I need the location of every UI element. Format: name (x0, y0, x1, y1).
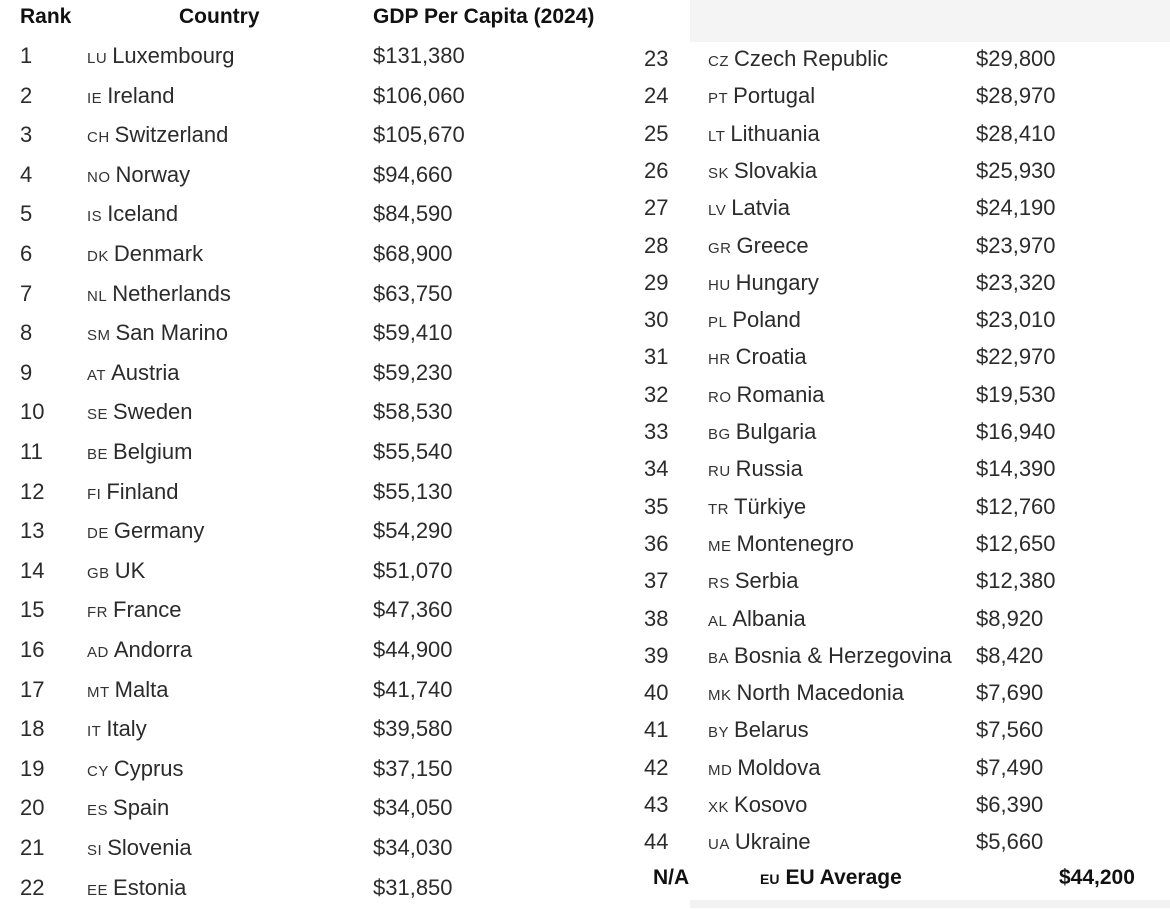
country-code: MK (708, 687, 732, 705)
country-name: Netherlands (112, 280, 231, 306)
rank-cell: 13 (20, 518, 45, 544)
gdp-cell: $31,850 (373, 874, 453, 900)
country-code: IT (87, 723, 102, 741)
country-code: CZ (708, 53, 729, 70)
rank-cell: 18 (20, 716, 45, 742)
country-cell (708, 643, 952, 669)
gdp-cell: $23,010 (976, 307, 1056, 333)
table-row (0, 875, 1170, 909)
rank-cell: 23 (644, 46, 669, 71)
country-code: MT (87, 683, 110, 701)
gdp-cell: $131,380 (373, 43, 465, 68)
rank-cell: 4 (20, 161, 33, 187)
country-code: RU (708, 463, 731, 481)
country-name: Spain (113, 795, 170, 821)
country-name: Czech Republic (734, 46, 889, 71)
table-row (0, 531, 1170, 565)
gdp-cell: $41,740 (373, 676, 453, 702)
country-name: Ireland (107, 82, 175, 108)
gdp-cell: $68,900 (373, 241, 453, 266)
rank-cell: 21 (20, 835, 45, 860)
country-code: GB (87, 564, 110, 582)
country-name: Serbia (734, 568, 799, 594)
rank-cell: 5 (20, 201, 33, 227)
rank-cell: 2 (20, 82, 33, 108)
eu-average-label: EU Average (785, 866, 902, 889)
gdp-cell: $19,530 (976, 381, 1056, 407)
table-row (0, 382, 1170, 416)
country-cell (708, 46, 888, 72)
table-row (0, 568, 1170, 602)
country-code: BY (708, 724, 730, 742)
header-rank: Rank (20, 5, 72, 28)
eu-code: EU (760, 871, 780, 887)
gdp-cell: $39,580 (373, 716, 453, 742)
gdp-cell: $8,420 (976, 642, 1044, 668)
rank-cell: 29 (644, 269, 669, 295)
table-row (0, 121, 1170, 155)
rank-cell: 36 (644, 530, 669, 556)
country-name: Malta (114, 676, 169, 702)
country-cell (708, 456, 803, 482)
rank-cell: 15 (20, 597, 45, 623)
eu-average-rank: N/A (653, 866, 690, 889)
country-code: UA (708, 836, 730, 854)
country-name: Lithuania (730, 120, 820, 146)
gdp-cell: $12,650 (976, 530, 1056, 556)
country-code: RO (708, 388, 732, 406)
country-name: Austria (111, 359, 180, 385)
gdp-cell: $23,320 (976, 269, 1056, 295)
table-row (0, 158, 1170, 192)
gdp-cell: $44,900 (373, 637, 453, 662)
gdp-cell: $22,970 (976, 344, 1056, 370)
gdp-cell: $51,070 (373, 557, 453, 583)
country-name: Latvia (731, 195, 790, 221)
gdp-cell: $94,660 (373, 161, 453, 187)
gdp-cell: $54,290 (373, 518, 453, 544)
country-code: PL (708, 314, 728, 332)
rank-cell: 8 (20, 320, 33, 346)
header-country: Country (179, 5, 260, 28)
country-code: HR (708, 351, 731, 369)
gdp-cell: $7,690 (976, 680, 1044, 706)
country-name: Bulgaria (735, 419, 817, 444)
country-name: Iceland (107, 201, 179, 227)
country-code: SE (87, 406, 109, 424)
table-row (0, 829, 1170, 863)
country-code: IE (87, 89, 103, 107)
country-code: MD (708, 761, 733, 779)
country-code: BG (708, 426, 731, 443)
country-name: Bosnia & Herzegovina (734, 642, 952, 668)
country-name: Belarus (734, 717, 809, 743)
rank-cell: 1 (20, 43, 33, 68)
rank-cell: 41 (644, 717, 669, 743)
country-name: Croatia (735, 344, 807, 370)
rank-cell: 27 (644, 195, 669, 221)
country-name: Poland (732, 307, 801, 333)
gdp-cell: $28,410 (976, 120, 1056, 146)
gdp-cell: $8,920 (976, 605, 1044, 631)
country-cell (708, 680, 904, 706)
country-name: Ukraine (734, 829, 811, 855)
country-name: Montenegro (736, 530, 854, 556)
country-code: TR (708, 500, 729, 518)
gdp-cell: $106,060 (373, 82, 465, 108)
country-code: BA (708, 649, 730, 667)
rank-cell: 40 (644, 680, 669, 706)
country-name: Switzerland (114, 122, 229, 148)
country-code: AD (87, 644, 109, 661)
country-cell (708, 158, 817, 184)
country-code: CY (87, 762, 109, 780)
table-row (0, 606, 1170, 640)
country-cell (708, 270, 819, 296)
rank-cell: 43 (644, 792, 669, 817)
country-cell (708, 568, 798, 594)
country-code: NL (87, 287, 108, 305)
country-code: SI (87, 842, 103, 859)
table-row (0, 195, 1170, 229)
gdp-cell: $24,190 (976, 195, 1056, 221)
country-cell (708, 83, 815, 109)
table-row (0, 717, 1170, 751)
country-name: Denmark (113, 241, 204, 266)
gdp-cell: $25,930 (976, 157, 1056, 183)
gdp-cell: $34,050 (373, 795, 453, 821)
country-name: UK (114, 557, 146, 583)
gdp-cell: $63,750 (373, 280, 453, 306)
rank-cell: 3 (20, 122, 33, 148)
country-code: AT (87, 366, 107, 384)
table-row (0, 344, 1170, 378)
table-row (0, 46, 1170, 80)
rank-cell: 44 (644, 829, 669, 855)
country-cell (87, 875, 186, 901)
country-code: FR (87, 604, 108, 622)
country-code: DK (87, 248, 109, 265)
country-name: Luxembourg (112, 43, 235, 68)
rank-cell: 22 (20, 874, 45, 900)
rank-cell: 39 (644, 642, 669, 668)
gdp-cell: $34,030 (373, 835, 453, 860)
rank-cell: 34 (644, 456, 669, 482)
rank-cell: 30 (644, 307, 669, 333)
country-name: France (113, 597, 182, 623)
country-code: ME (708, 537, 732, 555)
gdp-cell: $28,970 (976, 83, 1056, 109)
table-row (0, 233, 1170, 267)
country-name: Italy (106, 716, 147, 742)
country-code: XK (708, 799, 730, 816)
country-code: DE (87, 525, 109, 543)
rank-cell: 10 (20, 399, 45, 425)
country-name: Türkiye (734, 493, 807, 519)
table-row (0, 792, 1170, 826)
country-name: Hungary (735, 269, 819, 295)
table-row (0, 494, 1170, 528)
country-name: Portugal (733, 83, 816, 109)
country-name: Cyprus (113, 755, 184, 781)
rank-cell: 35 (644, 493, 669, 519)
table-row (0, 419, 1170, 453)
country-code: NO (87, 168, 111, 186)
rank-cell: 9 (20, 359, 33, 385)
country-name: Albania (732, 605, 806, 631)
country-name: Estonia (113, 874, 187, 900)
country-code: PT (708, 90, 729, 108)
country-cell (708, 755, 820, 781)
right-panel-header-strip (690, 0, 1170, 42)
country-cell (708, 307, 801, 333)
country-code: AL (708, 612, 728, 630)
country-code: HU (708, 276, 731, 294)
gdp-cell: $47,360 (373, 597, 453, 623)
country-name: Norway (115, 161, 191, 187)
country-code: CH (87, 129, 110, 147)
table-row (0, 307, 1170, 341)
country-code: BE (87, 446, 109, 463)
country-code: LT (708, 127, 726, 145)
country-cell (708, 195, 790, 221)
gdp-cell: $59,410 (373, 320, 453, 346)
country-name: Finland (106, 478, 179, 504)
country-name: North Macedonia (736, 680, 905, 706)
gdp-cell: $55,130 (373, 478, 453, 504)
rank-cell: 42 (644, 754, 669, 780)
country-code: LU (87, 50, 108, 67)
country-name: Kosovo (734, 792, 808, 817)
gdp-cell: $55,540 (373, 439, 453, 464)
country-code: SM (87, 327, 111, 345)
gdp-cell: $7,560 (976, 717, 1044, 743)
rank-cell: 24 (644, 83, 669, 109)
country-cell (708, 344, 807, 370)
rank-cell: 33 (644, 419, 669, 444)
header-gdp: GDP Per Capita (2024) (373, 5, 595, 28)
rank-cell: 32 (644, 381, 669, 407)
rank-cell: 6 (20, 241, 33, 266)
country-code: RS (708, 575, 730, 593)
country-cell (708, 829, 811, 855)
country-cell (708, 531, 854, 557)
country-name: Slovenia (107, 835, 192, 860)
country-cell (708, 233, 809, 259)
country-cell (708, 606, 806, 632)
rank-cell: 16 (20, 637, 45, 662)
gdp-cell: $105,670 (373, 122, 465, 148)
country-code: GR (708, 239, 732, 257)
gdp-cell: $58,530 (373, 399, 453, 425)
eu-average-country (760, 866, 902, 890)
gdp-cell: $5,660 (976, 829, 1044, 855)
country-cell (708, 121, 820, 147)
table-row (0, 755, 1170, 789)
gdp-cell: $29,800 (976, 46, 1056, 71)
table-row (0, 680, 1170, 714)
country-name: Russia (735, 456, 803, 482)
rank-cell: 37 (644, 568, 669, 594)
gdp-cell: $6,390 (976, 792, 1044, 817)
table-row (0, 643, 1170, 677)
table-row (0, 456, 1170, 490)
eu-average-gdp: $44,200 (1059, 866, 1135, 889)
rank-cell: 28 (644, 232, 669, 258)
gdp-cell: $12,380 (976, 568, 1056, 594)
rank-cell: 19 (20, 755, 45, 781)
country-code: ES (87, 802, 109, 820)
rank-cell: 38 (644, 605, 669, 631)
country-code: SK (708, 164, 730, 182)
gdp-cell: $23,970 (976, 232, 1056, 258)
country-cell (708, 717, 809, 743)
rank-cell: 7 (20, 280, 33, 306)
country-code: FI (87, 485, 102, 503)
country-code: IS (87, 208, 103, 226)
country-name: Germany (113, 518, 205, 544)
gdp-cell: $12,760 (976, 493, 1056, 519)
gdp-cell: $7,490 (976, 754, 1044, 780)
country-name: Romania (736, 381, 825, 407)
rank-cell: 14 (20, 557, 45, 583)
country-cell (708, 494, 806, 520)
rank-cell: 17 (20, 676, 45, 702)
rank-cell: 20 (20, 795, 45, 821)
table-row (0, 270, 1170, 304)
country-name: Belgium (113, 439, 193, 464)
rank-cell: 31 (644, 344, 669, 370)
country-cell (708, 382, 825, 408)
gdp-cell: $84,590 (373, 201, 453, 227)
country-name: Greece (736, 232, 809, 258)
country-code: EE (87, 881, 109, 899)
country-name: Andorra (113, 637, 193, 662)
rank-cell: 12 (20, 478, 45, 504)
rank-cell: 26 (644, 157, 669, 183)
country-cell (708, 419, 816, 445)
country-name: Moldova (737, 754, 821, 780)
country-name: San Marino (115, 320, 229, 346)
rank-cell: 25 (644, 120, 669, 146)
gdp-cell: $37,150 (373, 755, 453, 781)
gdp-cell: $16,940 (976, 419, 1056, 444)
country-cell (708, 792, 807, 818)
table-row (0, 83, 1170, 117)
country-name: Sweden (113, 399, 193, 425)
country-name: Slovakia (734, 157, 818, 183)
gdp-cell: $14,390 (976, 456, 1056, 482)
country-code: LV (708, 202, 727, 220)
rank-cell: 11 (20, 439, 43, 464)
gdp-cell: $59,230 (373, 359, 453, 385)
